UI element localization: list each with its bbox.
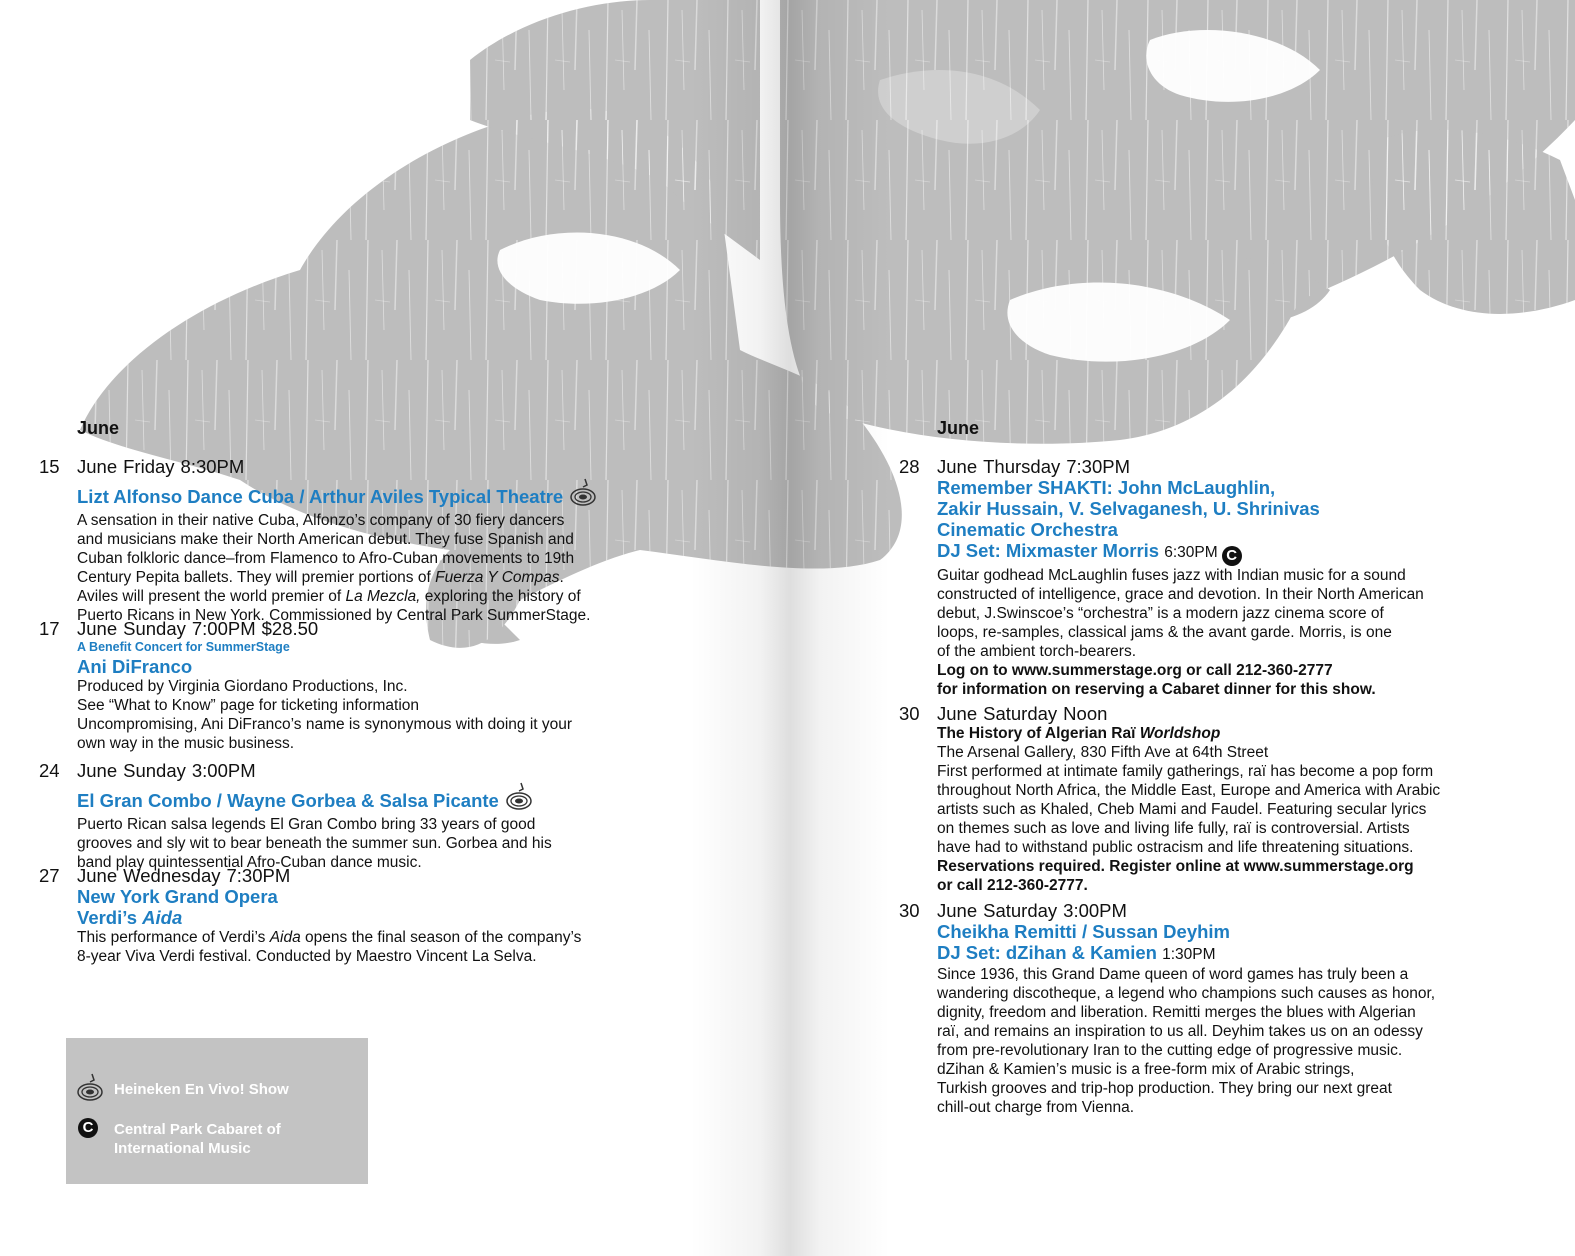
description-line: dignity, freedom and liberation. Remitti merges the blues with Algerian <box>937 1004 1416 1021</box>
description-line: Guitar godhead McLaughlin fuses jazz with Indian music for a sound <box>937 567 1406 584</box>
event-month: June <box>937 703 978 724</box>
description-line <box>77 568 597 587</box>
event-listing <box>39 456 597 625</box>
right-month-heading: June <box>937 418 980 438</box>
dj-time: 6:30PM <box>1164 544 1218 561</box>
event-subtitle <box>77 907 581 928</box>
event-month: June <box>77 456 118 477</box>
info-line: Reservations required. Register online at www.summerstage.org <box>937 858 1414 875</box>
event-listing <box>899 456 1424 699</box>
left-month-heading: June <box>77 418 120 438</box>
description-line: grooves and sly wit to bear beneath the summer sun. Gorbea and his <box>77 835 552 852</box>
italic-text: Worldshop <box>1139 725 1221 742</box>
italic-text: Aida <box>142 907 183 928</box>
text-run: The History of Algerian Raï <box>937 725 1140 742</box>
event-weekday: Wednesday <box>123 865 221 886</box>
text-run: Aviles will present the world premier of <box>77 588 346 605</box>
event-listing <box>899 900 1435 1117</box>
event-title <box>937 724 1440 743</box>
event-description <box>77 815 552 872</box>
event-title: Remember SHAKTI: John McLaughlin, <box>937 477 1276 498</box>
description-line: raï, and remains an inspiration to us all. Deyhim takes us on an odessy <box>937 1023 1423 1040</box>
description-line: Puerto Ricans in New York. Commissioned by Central Park SummerStage. <box>77 607 591 624</box>
legend-label: International Music <box>114 1140 251 1157</box>
text-run: . <box>559 569 564 586</box>
description-line: have had to withstand public ostracism and life threatening situations. <box>937 839 1414 856</box>
event-time: 3:00PM <box>191 760 256 781</box>
heineken-envivo-icon <box>505 781 533 815</box>
event-description <box>77 511 597 625</box>
event-month: June <box>77 618 118 639</box>
description-line: Turkish grooves and trip-hop production. They bring our next great <box>937 1080 1392 1097</box>
event-day: 24 <box>39 760 60 781</box>
info-line: or call 212-360-2777. <box>937 877 1088 894</box>
description-line: artists such as Khaled, Cheb Mami and Faudel. Featuring secular lyrics <box>937 801 1427 818</box>
description-line: wandering discotheque, a legend who champions such causes as honor, <box>937 985 1436 1002</box>
event-day: 27 <box>39 865 60 886</box>
event-description <box>77 928 581 966</box>
description-line: Puerto Rican salsa legends El Gran Combo bring 33 years of good <box>77 816 536 833</box>
event-time: Noon <box>1063 703 1108 724</box>
event-listing <box>39 618 572 753</box>
event-description <box>937 762 1440 857</box>
description-line: throughout North Africa, the Middle East, Europe and America with Arabic <box>937 782 1441 799</box>
event-info <box>937 857 1440 895</box>
info-line: Log on to www.summerstage.org or call 212-360-2777 <box>937 662 1333 679</box>
legend-box <box>66 1038 368 1184</box>
legend-label: Heineken En Vivo! Show <box>114 1081 289 1098</box>
event-kicker: A Benefit Concert for SummerStage <box>77 640 290 654</box>
legend-label: Central Park Cabaret of <box>114 1121 281 1138</box>
description-line: dZihan & Kamien’s music is a free-form mix of Arabic strings, <box>937 1061 1355 1078</box>
description-line: First performed at intimate family gatherings, raï has become a pop form <box>937 763 1434 780</box>
event-day: 17 <box>39 618 60 639</box>
description-line: Produced by Virginia Giordano Productions, Inc. <box>77 678 408 695</box>
description-line: 8-year Viva Verdi festival. Conducted by Maestro Vincent La Selva. <box>77 948 537 965</box>
event-dj-set: DJ Set: dZihan & Kamien <box>937 942 1157 963</box>
event-weekday: Thursday <box>983 456 1061 477</box>
event-location: The Arsenal Gallery, 830 Fifth Ave at 64th Street <box>937 744 1269 761</box>
description-line: of the ambient torch-bearers. <box>937 643 1137 660</box>
event-info <box>937 661 1424 699</box>
event-time: 7:30PM <box>1066 456 1131 477</box>
info-line: for information on reserving a Cabaret dinner for this show. <box>937 681 1376 698</box>
event-month: June <box>77 760 118 781</box>
description-line: See “What to Know” page for ticketing information <box>77 697 420 714</box>
description-line: own way in the music business. <box>77 735 295 752</box>
dj-time: 1:30PM <box>1162 946 1216 963</box>
event-month: June <box>937 900 978 921</box>
event-listing <box>39 865 581 966</box>
page-gutter <box>690 0 890 1256</box>
event-time: 3:00PM <box>1063 900 1127 921</box>
text-run: opens the final season of the company’s <box>300 929 582 946</box>
event-listing <box>39 760 552 872</box>
event-title: Cheikha Remitti / Sussan Deyhim <box>937 921 1231 942</box>
event-title: Zakir Hussain, V. Selvaganesh, U. Shrinivas <box>937 498 1320 519</box>
text-run: Verdi’s <box>77 907 143 928</box>
description-line: and musicians make their North American debut. They fuse Spanish and <box>77 531 574 548</box>
event-time: 7:00PM <box>191 618 256 639</box>
heineken-envivo-icon <box>76 1072 104 1107</box>
description-line: Cuban folkloric dance–from Flamenco to Afro-Cuban movements to 19th <box>77 550 575 567</box>
description-line: band play quintessential Afro-Cuban dance music. <box>77 854 422 871</box>
event-time: 8:30PM <box>180 456 245 477</box>
description-line: on themes such as love and living life fully, raï is controversial. Artists <box>937 820 1410 837</box>
description-line: from pre-revolutionary Iran to the cutting edge of progressive music. <box>937 1042 1403 1059</box>
event-day: 15 <box>39 456 60 477</box>
event-title: New York Grand Opera <box>77 886 278 907</box>
event-weekday: Sunday <box>123 760 186 781</box>
event-title: Ani DiFranco <box>77 656 193 677</box>
text-run: exploring the history of <box>420 588 581 605</box>
description-line <box>77 587 597 606</box>
event-description <box>77 677 572 753</box>
event-listing <box>899 703 1440 895</box>
text-run: Century Pepita ballets. They will premier portions of <box>77 569 436 586</box>
description-line: constructed of intelligence, grace and devotion. In their North American <box>937 586 1424 603</box>
event-weekday: Friday <box>123 456 175 477</box>
event-title: Lizt Alfonso Dance Cuba / Arthur Aviles Typical Theatre <box>77 486 564 507</box>
description-line: Uncompromising, Ani DiFranco’s name is synonymous with doing it your <box>77 716 573 733</box>
description-line: Since 1936, this Grand Dame queen of word games has truly been a <box>937 966 1409 983</box>
italic-text: Fuerza Y Compas <box>435 569 560 586</box>
event-month: June <box>937 456 978 477</box>
event-title: Cinematic Orchestra <box>937 519 1118 540</box>
italic-text: Aida <box>269 929 301 946</box>
description-line <box>77 928 581 947</box>
italic-text: La Mezcla, <box>345 588 421 605</box>
event-time: 7:30PM <box>226 865 291 886</box>
event-weekday: Saturday <box>983 703 1058 724</box>
event-day: 28 <box>899 456 920 477</box>
event-weekday: Saturday <box>983 900 1058 921</box>
event-dj-set: DJ Set: Mixmaster Morris <box>937 540 1160 561</box>
description-line: A sensation in their native Cuba, Alfonzo’s company of 30 fiery dancers <box>77 512 565 529</box>
event-day: 30 <box>899 703 920 724</box>
event-weekday: Sunday <box>123 618 186 639</box>
description-line: debut, J.Swinscoe’s “orchestra” is a modern jazz cinema score of <box>937 605 1384 622</box>
description-line: chill-out charge from Vienna. <box>937 1099 1135 1116</box>
event-price: $28.50 <box>261 618 319 639</box>
event-title: El Gran Combo / Wayne Gorbea & Salsa Picante <box>77 790 499 811</box>
description-line: loops, re-samples, classical jams & the avant garde. Morris, is one <box>937 624 1392 641</box>
event-month: June <box>77 865 118 886</box>
cabaret-icon: C <box>1222 546 1242 566</box>
event-description <box>937 965 1435 1117</box>
text-run: This performance of Verdi’s <box>77 929 270 946</box>
event-day: 30 <box>899 900 920 921</box>
heineken-envivo-icon <box>569 477 597 511</box>
event-description <box>937 566 1424 661</box>
cabaret-icon: C <box>78 1118 98 1138</box>
